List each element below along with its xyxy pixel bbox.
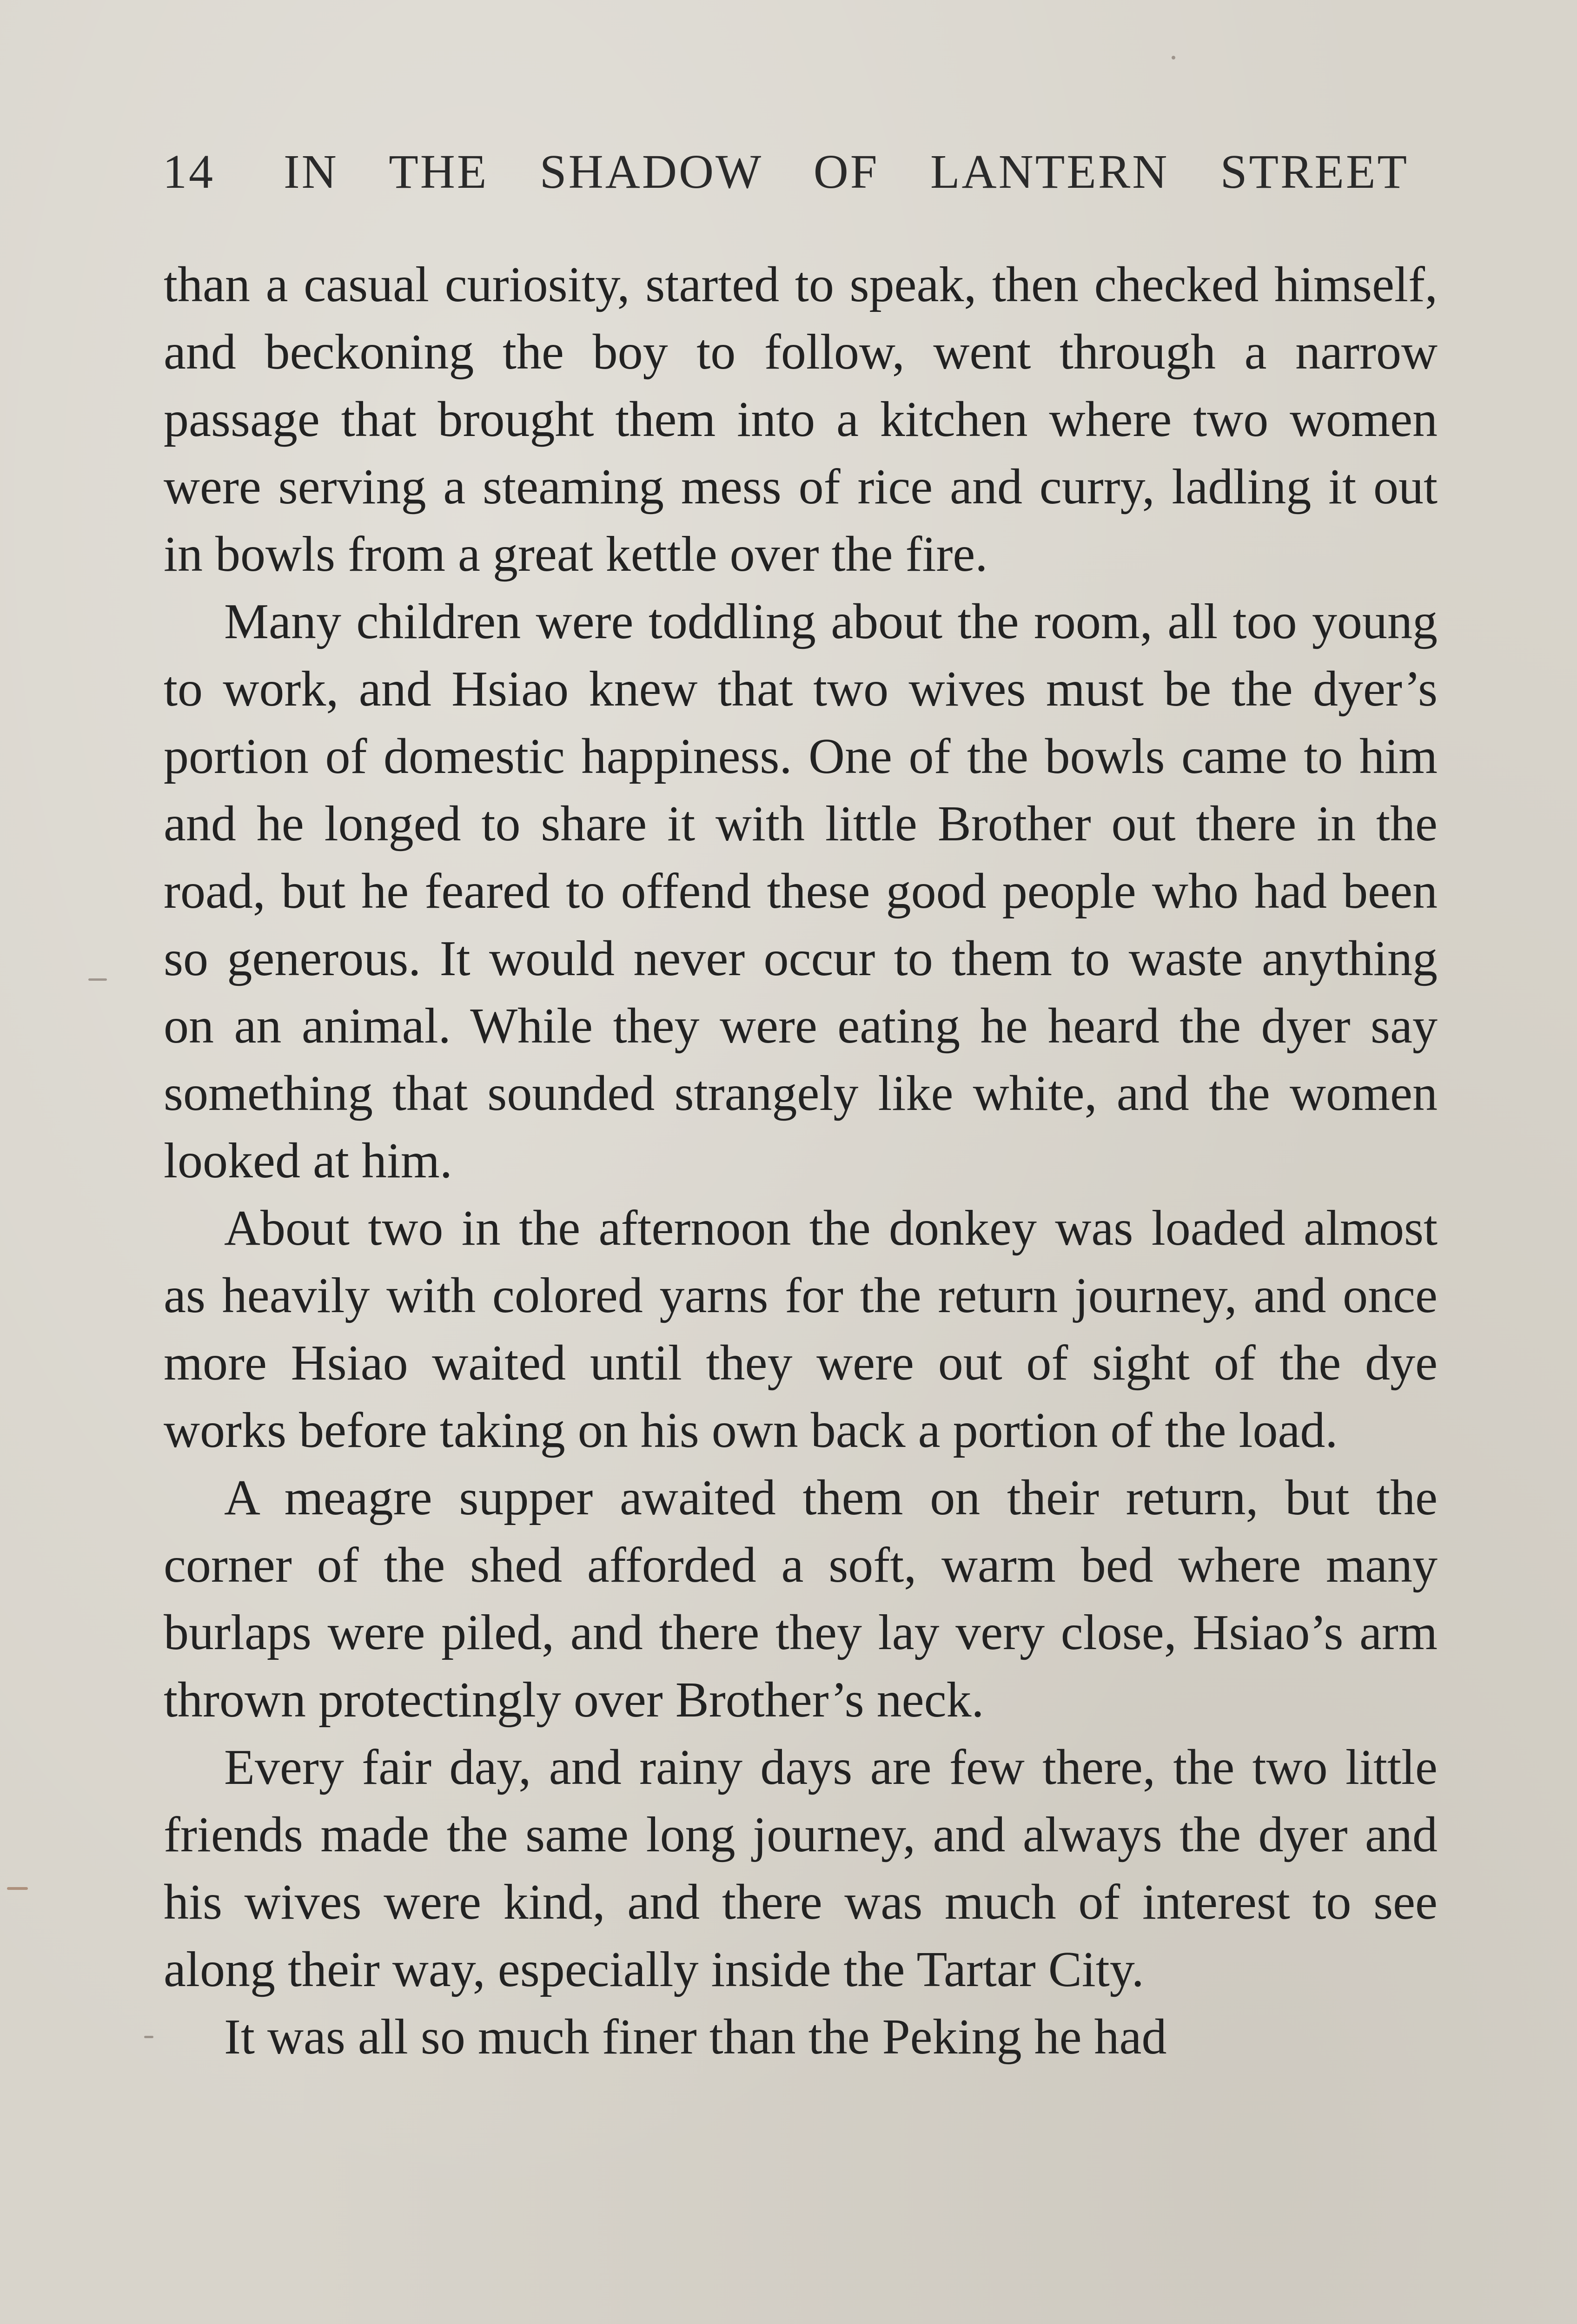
paragraph: Every fair day, and rainy days are few there, the two little friends made the same long journey, and always the dyer and his wives were kind, and there was much of interest to see along their way, especially inside the Tartar City. bbox=[164, 1740, 1438, 1997]
paragraph: A meagre supper awaited them on their return, but the corner of the shed afforded a soft, warm bed where many burlaps were piled, and there they lay very close, Hsiao’s arm thrown protectingly over Brother’s neck. bbox=[164, 1470, 1438, 1728]
paragraph: than a casual curiosity, started to speak, then checked himself, and beckoning the boy to follow, went through a narrow passage that brought them into a kitchen where two women were serving a steaming mess of rice and curry, ladling it out in bowls from a great kettle over the fire. bbox=[164, 257, 1438, 582]
paper-speck bbox=[1172, 56, 1175, 59]
paragraph: It was all so much finer than the Peking he had bbox=[224, 2009, 1167, 2065]
body-text bbox=[164, 251, 1438, 2071]
paper-speck bbox=[144, 2036, 153, 2038]
book-title: IN THE SHADOW OF LANTERN STREET bbox=[284, 145, 1409, 198]
paragraph: Many children were toddling about the room, all too young to work, and Hsiao knew that two wives must be the dyer’s portion of domestic happiness. One of the bowls came to him and he longed to share it with little Brother out there in the road, but he feared to offend these good people who had been so generous. It would never occur to them to waste anything on an animal. While they were eating he heard the dyer say something that sounded strangely like white, and the women looked at him. bbox=[164, 594, 1438, 1188]
paper-speck bbox=[7, 1887, 28, 1890]
running-head bbox=[163, 139, 1409, 205]
paragraph: About two in the afternoon the donkey was loaded almost as heavily with colored yarns for the return journey, and once more Hsiao waited until they were out of sight of the dye works before taking on his own back a portion of the load. bbox=[164, 1201, 1438, 1458]
page-number: 14 bbox=[163, 145, 215, 198]
paper-speck bbox=[88, 978, 107, 981]
